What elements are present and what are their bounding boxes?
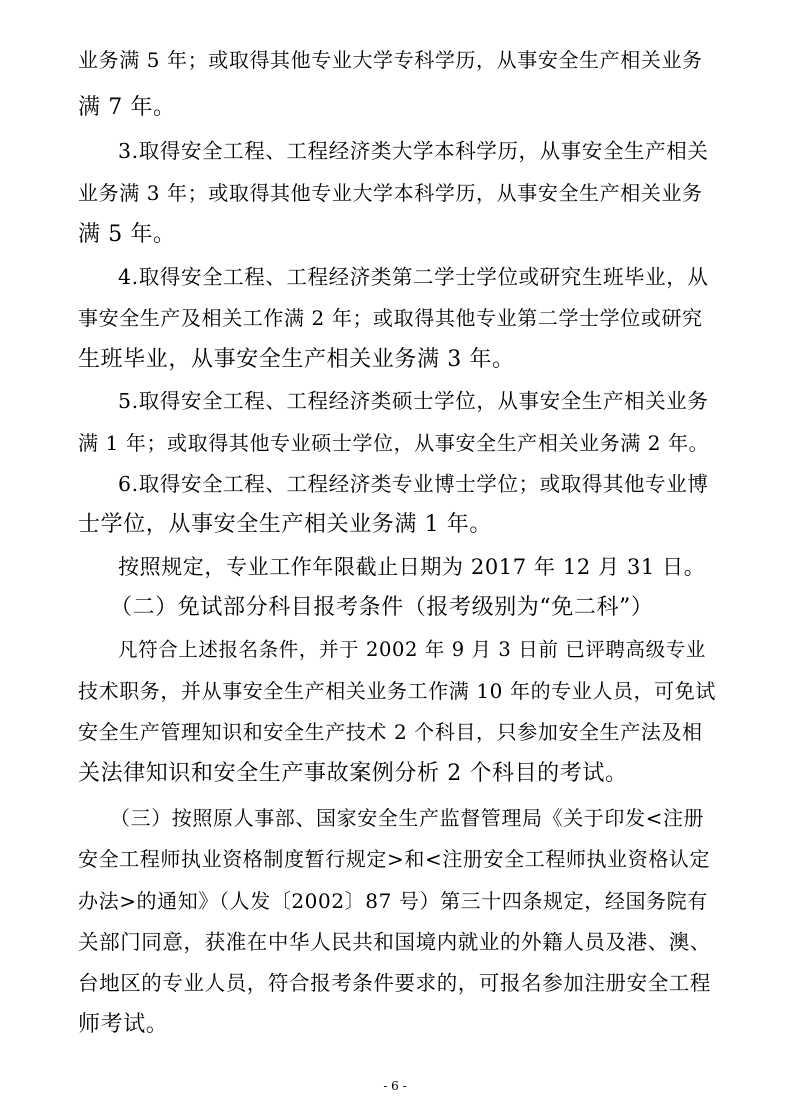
section-heading: （三）按照原人事部、国家安全生产监督管理局《关于印发<注册 — [110, 806, 705, 830]
body-text-line: 办法>的通知》（人发〔2002〕87 号）第三十四条规定，经国务院有 — [78, 889, 708, 913]
body-text-line: 师考试。 — [78, 1012, 169, 1037]
body-text-line: 5.取得安全工程、工程经济类硕士学位，从事安全生产相关业务 — [118, 389, 709, 413]
body-text-line: 按照规定，专业工作年限截止日期为 2017 年 12 月 31 日。 — [118, 555, 706, 579]
body-text-line: 事安全生产及相关工作满 2 年；或取得其他专业第二学士学位或研究 — [78, 306, 703, 330]
body-text-line: 凡符合上述报名条件，并于 2002 年 9 月 3 日前 已评聘高级专业 — [118, 638, 706, 661]
body-text-line: 安全生产管理知识和安全生产技术 2 个科目，只参加安全生产法及相 — [78, 720, 703, 744]
body-text-line: 6.取得安全工程、工程经济类专业博士学位；或取得其他专业博 — [118, 472, 709, 496]
section-heading: （二）免试部分科目报考条件（报考级别为“免二科”） — [110, 595, 654, 620]
body-text-line: 台地区的专业人员，符合报考条件要求的，可报名参加注册安全工程 — [78, 971, 711, 995]
body-text-line: 业务满 3 年；或取得其他专业大学本科学历，从事安全生产相关业务 — [78, 181, 703, 205]
page-number: - 6 - — [383, 1079, 407, 1093]
body-text-line: 士学位，从事安全生产相关业务满 1 年。 — [78, 512, 492, 537]
body-text-line: 业务满 5 年；或取得其他专业大学专科学历，从事安全生产相关业务 — [78, 48, 703, 72]
body-text-line: 满 5 年。 — [78, 222, 176, 247]
body-text-line: 满 1 年；或取得其他专业硕士学位，从事安全生产相关业务满 2 年。 — [78, 431, 710, 455]
body-text-line: 关法律知识和安全生产事故案例分析 2 个科目的考试。 — [78, 761, 628, 786]
body-text-line: 4.取得安全工程、工程经济类第二学士学位或研究生班毕业，从 — [118, 265, 709, 289]
body-text-line: 安全工程师执业资格制度暂行规定>和<注册安全工程师执业资格认定 — [78, 847, 711, 871]
body-text-line: 生班毕业，从事安全生产相关业务满 3 年。 — [78, 347, 515, 372]
body-text-line: 满 7 年。 — [78, 95, 176, 120]
body-text-line: 技术职务，并从事安全生产相关业务工作满 10 年的专业人员，可免试 — [78, 679, 716, 703]
body-text-line: 关部门同意，获准在中华人民共和国境内就业的外籍人员及港、澳、 — [78, 930, 711, 954]
body-text-line: 3.取得安全工程、工程经济类大学本科学历，从事安全生产相关 — [118, 139, 709, 163]
